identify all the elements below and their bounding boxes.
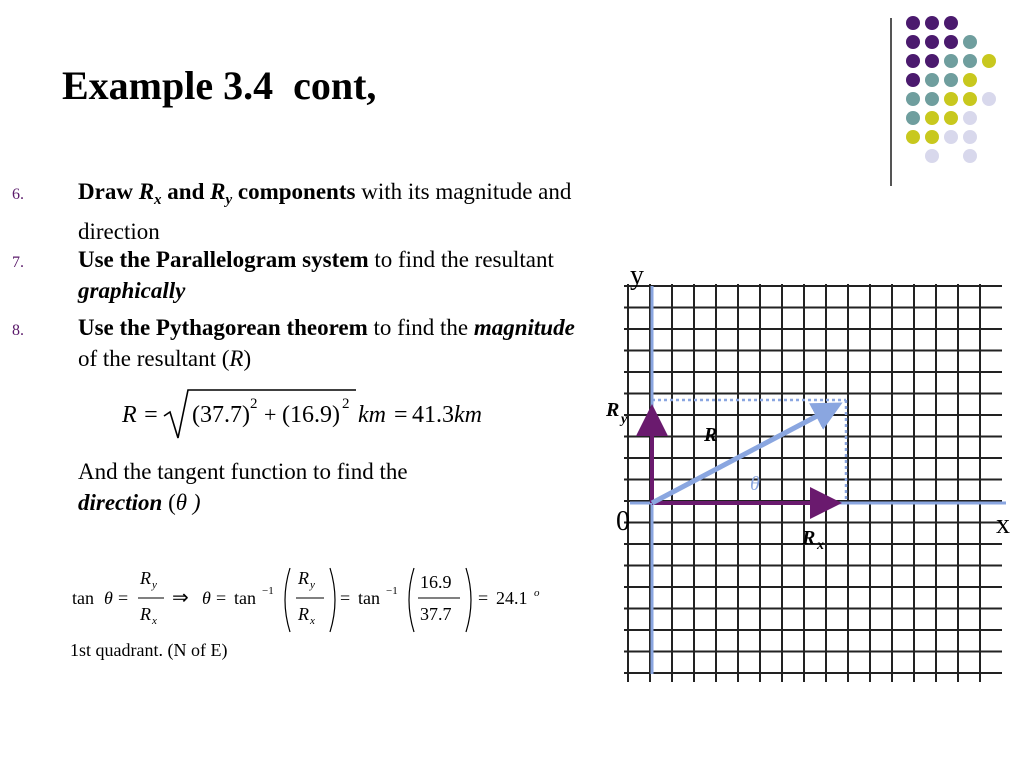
- decorative-dot: [963, 35, 977, 49]
- decorative-dot: [906, 130, 920, 144]
- eq1-eq: =: [394, 402, 408, 428]
- grid: [624, 284, 1002, 682]
- decorative-dot: [963, 149, 977, 163]
- eq2-eq4: =: [478, 588, 489, 608]
- step-6-ry-sub: y: [225, 192, 233, 208]
- eq1-exp2: 2: [342, 396, 350, 412]
- decorative-dot: [925, 16, 939, 30]
- eq2-eq2: =: [216, 588, 227, 608]
- decorative-dot: [906, 92, 920, 106]
- eq2-num-val: 16.9: [420, 572, 452, 592]
- decorative-dot: [944, 35, 958, 49]
- eq2-tan: tan: [72, 588, 94, 608]
- eq1-exp1: 2: [250, 396, 258, 412]
- step-number-7: 7.: [12, 254, 24, 271]
- decorative-dot: [944, 16, 958, 30]
- eq2-theta2: θ: [202, 588, 211, 608]
- x-axis-label: x: [996, 509, 1010, 540]
- ry-label: R: [606, 399, 620, 421]
- tangent-theta: θ: [175, 490, 188, 515]
- step-8-bold: Use the Pythagorean theorem: [78, 315, 368, 340]
- eq2-frac1-den: R: [140, 604, 151, 624]
- eq1-value: 41.3: [412, 402, 454, 428]
- eq2-paren-left1: [285, 568, 290, 632]
- tangent-paren-open: (: [162, 490, 176, 515]
- decorative-dot: [944, 92, 958, 106]
- eq2-frac2-num: R: [298, 568, 309, 588]
- decorative-dot: [906, 35, 920, 49]
- eq2-frac2-den: R: [298, 604, 309, 624]
- eq2-paren-left2: [409, 568, 414, 632]
- decorative-dot: [963, 54, 977, 68]
- eq2-result: 24.1: [496, 588, 528, 608]
- decorative-dot: [925, 54, 939, 68]
- decorative-dot: [906, 16, 920, 30]
- eq2-inv1: −1: [262, 585, 274, 597]
- eq1-plus: +: [264, 402, 277, 427]
- resultant-vector: [652, 406, 836, 503]
- eq2-eq1: =: [118, 588, 129, 608]
- ry-label-sub: y: [621, 412, 628, 427]
- decorative-dot: [925, 35, 939, 49]
- y-axis-label: y: [630, 260, 644, 291]
- step-8-magnitude: magnitude: [473, 315, 575, 340]
- step-6-text: [78, 176, 578, 247]
- decorative-dot: [906, 73, 920, 87]
- decorative-dot: [963, 111, 977, 125]
- tangent-paren-close: ): [187, 490, 201, 515]
- tangent-line1: And the tangent function to find the: [78, 459, 408, 484]
- step-8-rest2: of the resultant (: [78, 346, 230, 371]
- decorative-dot: [944, 73, 958, 87]
- step-8-r: R: [229, 346, 244, 371]
- step-8-text: [78, 312, 578, 374]
- rx-label: R: [802, 527, 816, 549]
- step-6-rest: with its magnitude and direction: [78, 179, 572, 244]
- eq2-frac1-num: R: [140, 568, 151, 588]
- step-6-draw: Draw: [78, 179, 139, 204]
- magnitude-equation: [118, 386, 498, 446]
- eq2-paren-right1: [330, 568, 335, 632]
- decorative-dot: [925, 130, 939, 144]
- eq2-degree: o: [534, 587, 540, 599]
- vertical-divider: [890, 18, 892, 186]
- direction-equation: [68, 562, 558, 636]
- step-6-ry: R: [210, 179, 226, 204]
- eq2-frac2-num-sub: y: [310, 579, 315, 591]
- eq1-term1: (37.7): [192, 402, 250, 428]
- eq2-inv2: −1: [386, 585, 398, 597]
- eq2-tan-inv2: tan: [358, 588, 380, 608]
- step-number-8: 8.: [12, 322, 24, 339]
- eq2-paren-right2: [466, 568, 471, 632]
- eq2-frac1-num-sub: y: [152, 579, 157, 591]
- vector-graph: [600, 250, 1024, 690]
- decorative-dot: [925, 73, 939, 87]
- decorative-dot: [925, 92, 939, 106]
- step-8-close: ): [243, 346, 252, 371]
- decorative-dot: [925, 149, 939, 163]
- eq2-den-val: 37.7: [420, 604, 452, 624]
- slide-title: Example 3.4 cont,: [62, 63, 377, 108]
- decorative-dot: [906, 54, 920, 68]
- step-7-graphically: graphically: [78, 278, 186, 303]
- eq2-tan-inv1: tan: [234, 588, 256, 608]
- quadrant-note: 1st quadrant. (N of E): [70, 640, 228, 660]
- decorative-dot: [982, 92, 996, 106]
- eq1-unit1: km: [358, 402, 386, 428]
- decorative-dot: [963, 130, 977, 144]
- tangent-text: [78, 456, 578, 518]
- eq1-term2: (16.9): [282, 402, 340, 428]
- step-7-text: [78, 244, 578, 306]
- rx-label-sub: x: [817, 538, 824, 553]
- eq2-eq3: =: [340, 588, 351, 608]
- step-6-components: components: [232, 179, 356, 204]
- eq2-theta: θ: [104, 588, 113, 608]
- step-8-rest: to find the: [367, 315, 474, 340]
- theta-label: θ: [750, 473, 760, 495]
- tangent-direction: direction: [78, 490, 163, 515]
- decorative-dot: [944, 111, 958, 125]
- step-6-and: and: [161, 179, 211, 204]
- eq1-lhs: R =: [122, 402, 159, 428]
- eq1-unit2: km: [454, 402, 482, 428]
- step-6-rx: R: [138, 179, 155, 204]
- step-7-rest: to find the resultant: [368, 247, 554, 272]
- decorative-dot: [906, 111, 920, 125]
- step-number-6: 6.: [12, 186, 24, 203]
- eq2-implies: ⇒: [172, 587, 189, 609]
- step-7-bold: Use the Parallelogram system: [78, 247, 369, 272]
- decorative-dot: [963, 92, 977, 106]
- decorative-dot: [963, 73, 977, 87]
- decorative-dot: [944, 130, 958, 144]
- decorative-dot: [982, 54, 996, 68]
- decorative-dot: [944, 54, 958, 68]
- eq2-frac1-den-sub: x: [152, 615, 157, 627]
- step-6-rx-sub: x: [154, 192, 162, 208]
- decorative-dots: [906, 16, 1006, 166]
- decorative-dot: [925, 111, 939, 125]
- eq2-frac2-den-sub: x: [310, 615, 315, 627]
- origin-label: 0: [616, 506, 630, 537]
- resultant-label: R: [704, 424, 718, 446]
